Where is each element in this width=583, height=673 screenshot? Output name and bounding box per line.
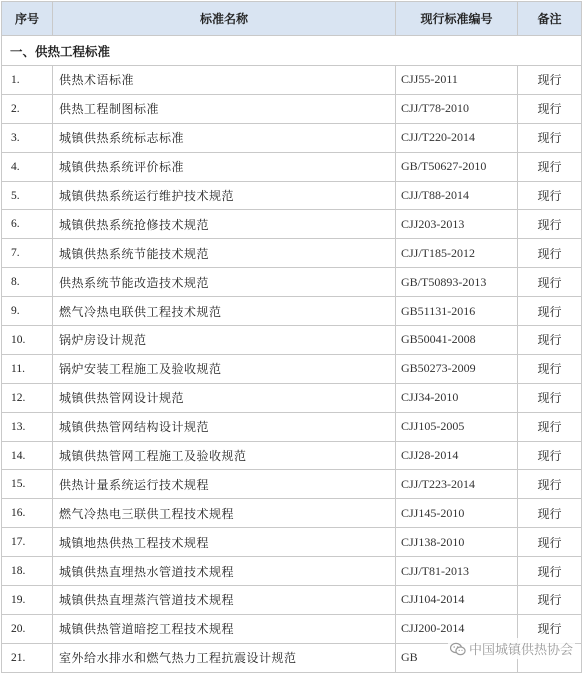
table-row bbox=[2, 470, 582, 499]
row-number: 12. bbox=[2, 383, 53, 412]
row-number: 14. bbox=[2, 441, 53, 470]
standard-note: 现行 bbox=[518, 181, 582, 210]
row-number: 10. bbox=[2, 326, 53, 355]
standard-code: GB50041-2008 bbox=[396, 326, 518, 355]
standard-code: CJJ/T223-2014 bbox=[396, 470, 518, 499]
standard-name: 城镇供热系统评价标准 bbox=[53, 152, 396, 181]
standard-note: 现行 bbox=[518, 557, 582, 586]
standard-name: 城镇供热直埋蒸汽管道技术规程 bbox=[53, 586, 396, 615]
table-row bbox=[2, 152, 582, 181]
standard-note: 现行 bbox=[518, 412, 582, 441]
standard-note: 现行 bbox=[518, 210, 582, 239]
table-row bbox=[2, 441, 582, 470]
row-number: 16. bbox=[2, 499, 53, 528]
table-row bbox=[2, 326, 582, 355]
header-code: 现行标准编号 bbox=[396, 2, 518, 36]
row-number: 18. bbox=[2, 557, 53, 586]
header-note: 备注 bbox=[518, 2, 582, 36]
header-name: 标准名称 bbox=[53, 2, 396, 36]
standard-code: CJJ203-2013 bbox=[396, 210, 518, 239]
row-number: 5. bbox=[2, 181, 53, 210]
row-number: 9. bbox=[2, 297, 53, 326]
standard-note: 现行 bbox=[518, 66, 582, 95]
table-header-row bbox=[2, 2, 582, 36]
table-row bbox=[2, 557, 582, 586]
standard-code: CJJ145-2010 bbox=[396, 499, 518, 528]
table-row bbox=[2, 239, 582, 268]
table-row bbox=[2, 499, 582, 528]
standard-code: CJJ/T220-2014 bbox=[396, 123, 518, 152]
standard-name: 供热术语标准 bbox=[53, 66, 396, 95]
standard-code: GB51131-2016 bbox=[396, 297, 518, 326]
row-number: 4. bbox=[2, 152, 53, 181]
standard-note: 现行 bbox=[518, 528, 582, 557]
row-number: 11. bbox=[2, 354, 53, 383]
table-row bbox=[2, 181, 582, 210]
standard-name: 城镇供热系统标志标准 bbox=[53, 123, 396, 152]
standard-note: 现行 bbox=[518, 383, 582, 412]
standard-name: 城镇供热系统运行维护技术规范 bbox=[53, 181, 396, 210]
row-number: 2. bbox=[2, 94, 53, 123]
standard-code: CJJ105-2005 bbox=[396, 412, 518, 441]
row-number: 19. bbox=[2, 586, 53, 615]
standard-name: 燃气冷热电联供工程技术规范 bbox=[53, 297, 396, 326]
row-number: 7. bbox=[2, 239, 53, 268]
row-number: 3. bbox=[2, 123, 53, 152]
standard-name: 城镇供热管道暗挖工程技术规程 bbox=[53, 614, 396, 643]
standard-note: 现行 bbox=[518, 586, 582, 615]
standard-code: CJJ104-2014 bbox=[396, 586, 518, 615]
standard-name: 城镇供热管网工程施工及验收规范 bbox=[53, 441, 396, 470]
row-number: 17. bbox=[2, 528, 53, 557]
standard-note: 现行 bbox=[518, 152, 582, 181]
row-number: 6. bbox=[2, 210, 53, 239]
row-number: 15. bbox=[2, 470, 53, 499]
standard-name: 供热计量系统运行技术规程 bbox=[53, 470, 396, 499]
table-row bbox=[2, 412, 582, 441]
header-no: 序号 bbox=[2, 2, 53, 36]
table-row bbox=[2, 354, 582, 383]
standard-code: CJJ/T81-2013 bbox=[396, 557, 518, 586]
standards-table bbox=[1, 1, 582, 673]
table-row bbox=[2, 268, 582, 297]
standard-name: 城镇供热系统节能技术规范 bbox=[53, 239, 396, 268]
standard-note: 现行 bbox=[518, 239, 582, 268]
standard-note: 现行 bbox=[518, 94, 582, 123]
standard-name: 室外给水排水和燃气热力工程抗震设计规范 bbox=[53, 643, 396, 672]
table-row bbox=[2, 383, 582, 412]
standard-note: 现行 bbox=[518, 297, 582, 326]
standard-name: 城镇地热供热工程技术规程 bbox=[53, 528, 396, 557]
wechat-icon bbox=[450, 642, 466, 656]
row-number: 8. bbox=[2, 268, 53, 297]
standard-code: GB/T50893-2013 bbox=[396, 268, 518, 297]
table-row bbox=[2, 210, 582, 239]
standard-note: 现行 bbox=[518, 499, 582, 528]
standard-code: CJJ55-2011 bbox=[396, 66, 518, 95]
table-row bbox=[2, 586, 582, 615]
standard-code: CJJ/T88-2014 bbox=[396, 181, 518, 210]
table-row bbox=[2, 94, 582, 123]
standard-name: 城镇供热管网结构设计规范 bbox=[53, 412, 396, 441]
standard-name: 锅炉房设计规范 bbox=[53, 326, 396, 355]
row-number: 21. bbox=[2, 643, 53, 672]
table-row bbox=[2, 66, 582, 95]
standard-note: 现行 bbox=[518, 441, 582, 470]
standard-name: 锅炉安装工程施工及验收规范 bbox=[53, 354, 396, 383]
standard-note: 现行 bbox=[518, 614, 582, 643]
standard-name: 燃气冷热电三联供工程技术规程 bbox=[53, 499, 396, 528]
standard-note: 现行 bbox=[518, 470, 582, 499]
standard-code: CJJ138-2010 bbox=[396, 528, 518, 557]
section-title: 一、供热工程标准 bbox=[2, 36, 582, 66]
watermark-text: 中国城镇供热协会 bbox=[468, 643, 573, 658]
standard-code: GB bbox=[396, 643, 518, 672]
standard-note: 现行 bbox=[518, 268, 582, 297]
row-number: 1. bbox=[2, 66, 53, 95]
row-number: 20. bbox=[2, 614, 53, 643]
standard-code: GB50273-2009 bbox=[396, 354, 518, 383]
standard-code: CJJ34-2010 bbox=[396, 383, 518, 412]
section-row bbox=[2, 36, 582, 66]
watermark bbox=[448, 638, 575, 659]
standard-code: CJJ200-2014 bbox=[396, 614, 518, 643]
standard-code: CJJ28-2014 bbox=[396, 441, 518, 470]
standard-name: 城镇供热管网设计规范 bbox=[53, 383, 396, 412]
standard-name: 供热工程制图标准 bbox=[53, 94, 396, 123]
standard-name: 城镇供热直埋热水管道技术规程 bbox=[53, 557, 396, 586]
standard-code: CJJ/T78-2010 bbox=[396, 94, 518, 123]
table-row bbox=[2, 297, 582, 326]
table-row bbox=[2, 528, 582, 557]
standard-code: CJJ/T185-2012 bbox=[396, 239, 518, 268]
standard-note: 现行 bbox=[518, 354, 582, 383]
table-row bbox=[2, 123, 582, 152]
standard-name: 供热系统节能改造技术规范 bbox=[53, 268, 396, 297]
standard-name: 城镇供热系统抢修技术规范 bbox=[53, 210, 396, 239]
standard-note: 现行 bbox=[518, 326, 582, 355]
standard-code: GB/T50627-2010 bbox=[396, 152, 518, 181]
standard-note: 现行 bbox=[518, 123, 582, 152]
row-number: 13. bbox=[2, 412, 53, 441]
